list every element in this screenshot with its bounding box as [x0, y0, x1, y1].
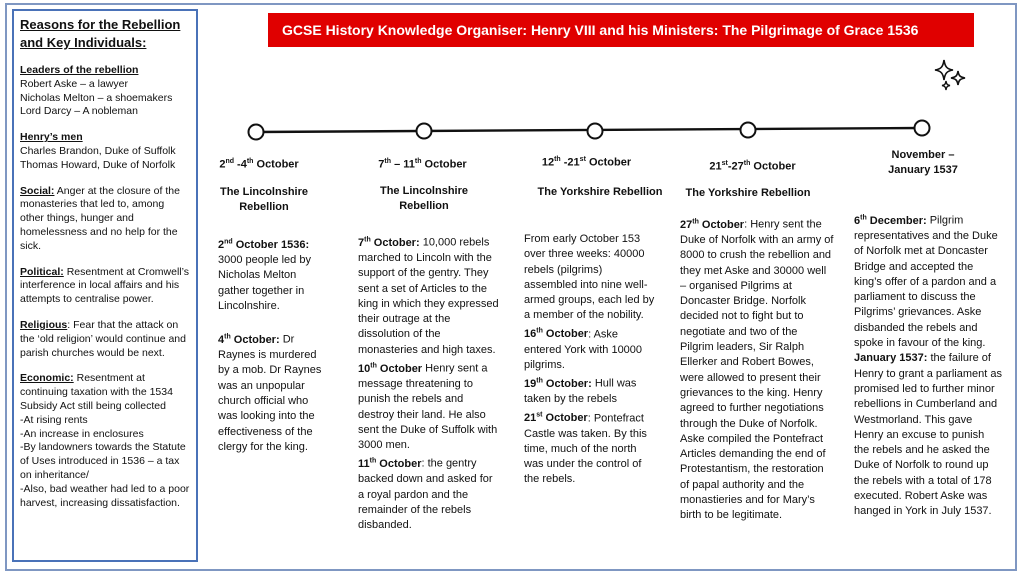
event-paragraph: 19th October: Hull was taken by the rebels: [524, 377, 637, 406]
timeline-date: 2nd -4th October: [219, 158, 299, 171]
page-title-banner: GCSE History Knowledge Organiser: Henry VIII and his Ministers: The Pilgrimage of Grace 1536: [268, 13, 974, 47]
event-paragraph: From early October 153 over three weeks: 40000 rebels (pilgrims) assembled into nine well-armed groups, each led by a member of the nobility.: [524, 233, 655, 322]
sparkle-icon: [932, 59, 968, 91]
economic-point: -Also, bad weather had led to a poor harvest, increasing dissatisfaction.: [20, 482, 190, 509]
economic-point: -An increase in enclosures: [20, 427, 144, 440]
event-paragraph: 16th October: Aske entered York with 10000 pilgrims.: [524, 327, 643, 372]
economic-section: [20, 372, 190, 510]
column-yorkshire-early: [524, 232, 658, 488]
phase-heading: The Yorkshire Rebellion: [685, 187, 811, 199]
timeline-date: 7th – 11th October: [378, 158, 467, 171]
henrys-men-section: [20, 131, 190, 172]
religious-section: [20, 319, 190, 360]
political-text: Resentment at Cromwell’s interference in local affairs and his attempts to centralise power.: [20, 265, 190, 306]
event-paragraph: 21st October: Pontefract Castle was taken. By this time, much of the north was under the control of the rebels.: [524, 411, 647, 486]
social-text: Anger at the closure of the monasteries that led to, among other things, hunger and homelessness and no help for the sick.: [20, 184, 180, 252]
timeline-date: 12th -21st October: [541, 156, 632, 169]
event-paragraph: January 1537: the failure of Henry to grant a parliament as promised led to further minor rebellions in Cumberland and Westmorland. This gave Henry an excuse to punish the rebels and he asked the Duke of Norfolk to round up the rebels with a total of 178 executed. Robert Aske was hanged in York in July 1537.: [854, 352, 1002, 518]
economic-label: Economic:: [20, 372, 74, 385]
economic-point: -At rising rents: [20, 413, 88, 426]
economic-text: Resentment at continuing taxation with the 1534 Subsidy Act still being collected: [20, 372, 173, 412]
reasons-sidebar: [12, 9, 198, 562]
henrys-men-heading: Henry’s men: [20, 131, 83, 144]
column-lincolnshire-early: [218, 234, 330, 455]
political-section: [20, 266, 190, 307]
henrys-man-item: Thomas Howard, Duke of Norfolk: [20, 158, 176, 171]
phase-heading: The Yorkshire Rebellion: [537, 186, 663, 198]
timeline-date-last: November – January 1537: [888, 149, 958, 176]
leader-item: Robert Aske – a lawyer: [20, 77, 128, 90]
religious-label: Religious: [20, 318, 68, 331]
social-section: [20, 185, 190, 254]
economic-point: -By landowners towards the Statute of Uses introduced in 1536 – a tax on inheritance/: [20, 441, 186, 481]
column-lincolnshire-late: [358, 232, 500, 534]
leaders-heading: Leaders of the rebellion: [20, 64, 139, 76]
phase-heading: The Lincolnshire Rebellion: [219, 186, 308, 213]
leader-item: Nicholas Melton – a shoemakers: [20, 91, 173, 104]
event-paragraph: 4th October: Dr Raynes is murdered by a mob. Dr Raynes was an unpopular church official who was looking into the effectiveness of the clergy for the king.: [218, 333, 322, 453]
column-aftermath: [854, 210, 1002, 520]
event-paragraph: 6th December: Pilgrim representatives and the Duke of Norfolk met at Doncaster Bridge and accepted the king’s offer of a pardon and a parliament to discuss the Pilgrims’ grievances. Aske disbanded the rebels and spoke in favour of the king.: [854, 214, 998, 350]
column-yorkshire-late: [680, 214, 834, 524]
social-label: Social:: [20, 184, 55, 197]
event-paragraph: 2nd October 1536: 3000 people led by Nicholas Melton gather together in Lincolnshire.: [218, 238, 311, 312]
event-paragraph: 11th October: the gentry backed down and asked for a royal pardon and the remainder of the rebels disbanded.: [358, 457, 493, 532]
event-paragraph: 27th October: Henry sent the Duke of Norfolk with an army of 8000 to crush the rebellion and they met Aske and 30000 well – organised Pilgrims at Doncaster Bridge. Norfolk decided not to fight but to negotiate and two of the Pilgrim leaders, Sir Ralph Ellerker and Robert Bowes, were allowed to present their grievances to the king. Henry agreed to further negotiations through the Duke of Norfolk. Aske compiled the Pontefract Articles demanding the end of Protestantism, the restoration of papal authority and the monastieries and for Mary’s birth to be legitimate.: [680, 218, 834, 522]
sidebar-title: Reasons for the Rebellion and Key Individuals:: [20, 17, 181, 50]
event-paragraph: 7th October: 10,000 rebels marched to Lincoln with the support of the gentry. They sent a set of Articles to the king in which they expressed their outrage at the dissolution of the monasteries and high taxes.: [358, 236, 499, 356]
religious-text: : Fear that the attack on the ‘old religion’ would continue and parish churches would be next.: [20, 318, 186, 359]
event-paragraph: 10th October Henry sent a message threatening to punish the rebels and destroy their land. He also sent the Duke of Suffolk with 3000 men.: [358, 362, 498, 452]
henrys-man-item: Charles Brandon, Duke of Suffolk: [20, 144, 176, 157]
leader-item: Lord Darcy – A nobleman: [20, 105, 138, 118]
timeline-date: 21st-27th October: [709, 160, 796, 173]
phase-heading: The Lincolnshire Rebellion: [379, 185, 468, 212]
political-label: Political:: [20, 265, 64, 278]
leaders-section: [20, 64, 190, 119]
